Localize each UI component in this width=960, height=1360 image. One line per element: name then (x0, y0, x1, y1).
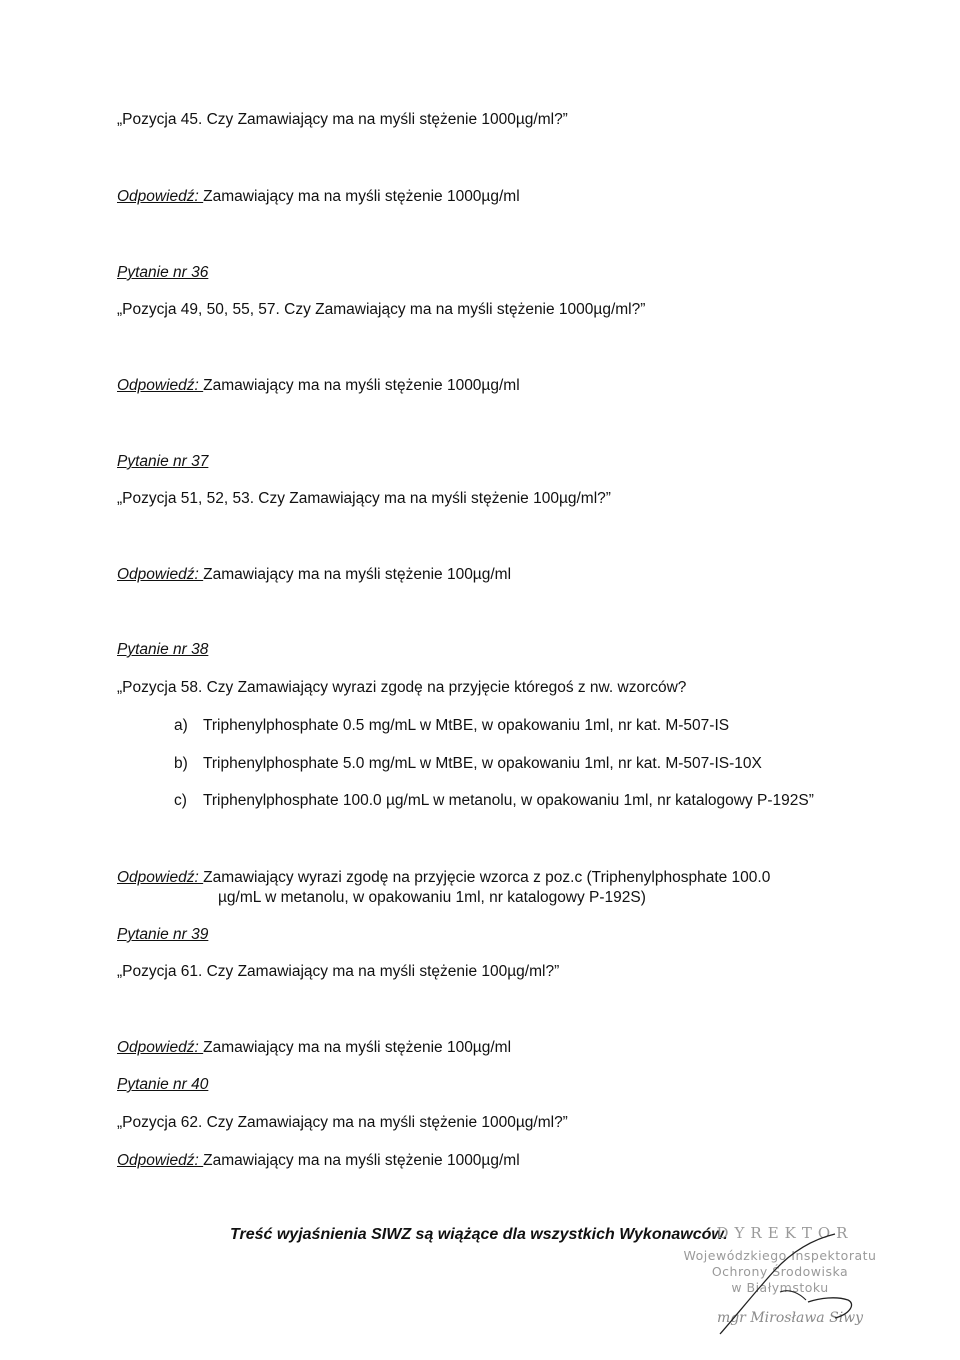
option-letter: c) (174, 792, 187, 809)
option-a (174, 716, 729, 736)
question-40-text: „Pozycja 62. Czy Zamawiający ma na myśli stężenie 1000µg/ml?” (117, 1114, 568, 1131)
option-letter: b) (174, 755, 188, 772)
question-38-label: Pytanie nr 38 (117, 641, 209, 658)
answer-label: Odpowiedź: (117, 869, 204, 886)
question-37-label: Pytanie nr 37 (117, 453, 209, 470)
answer-40 (117, 1151, 520, 1171)
question-38-text: „Pozycja 58. Czy Zamawiający wyrazi zgodę na przyjęcie któregoś z nw. wzorców? (117, 679, 687, 696)
answer-text: Zamawiający ma na myśli stężenie 100µg/ml (203, 1039, 512, 1056)
answer-label: Odpowiedź: (117, 1039, 204, 1056)
answer-text: Zamawiający ma na myśli stężenie 1000µg/ml (203, 377, 520, 394)
stamp-title: DYREKTOR (716, 1224, 854, 1242)
question-36-text: „Pozycja 49, 50, 55, 57. Czy Zamawiający ma na myśli stężenie 1000µg/ml?” (117, 301, 646, 318)
answer-label: Odpowiedź: (117, 566, 204, 583)
signature-icon (660, 1222, 900, 1342)
answer-35 (117, 187, 520, 207)
answer-38 (117, 868, 770, 888)
question-39-label: Pytanie nr 39 (117, 926, 209, 943)
footer-statement: Treść wyjaśnienia SIWZ są wiążące dla wszystkich Wykonawców. (230, 1226, 728, 1243)
answer-36 (117, 376, 520, 396)
answer-39 (117, 1038, 511, 1058)
answer-label: Odpowiedź: (117, 1152, 204, 1169)
option-text: Triphenylphosphate 5.0 mg/mL w MtBE, w opakowaniu 1ml, nr kat. M-507-IS-10X (203, 755, 762, 772)
answer-label: Odpowiedź: (117, 377, 204, 394)
stamp-line-3: w Białymstoku (731, 1280, 829, 1295)
option-c (174, 791, 814, 811)
answer-37 (117, 565, 511, 585)
stamp-line-1: Wojewódzkiego Inspektoratu (683, 1248, 877, 1263)
question-39-text: „Pozycja 61. Czy Zamawiający ma na myśli stężenie 100µg/ml?” (117, 963, 560, 980)
question-36-label: Pytanie nr 36 (117, 264, 209, 281)
answer-text: Zamawiający ma na myśli stężenie 1000µg/ml (203, 1152, 520, 1169)
question-40-label: Pytanie nr 40 (117, 1076, 209, 1093)
option-b (174, 754, 762, 774)
answer-text: Zamawiający ma na myśli stężenie 1000µg/ml (203, 188, 520, 205)
answer-text: Zamawiający wyrazi zgodę na przyjęcie wzorca z poz.c (Triphenylphosphate 100.0 (203, 869, 771, 886)
option-text: Triphenylphosphate 0.5 mg/mL w MtBE, w opakowaniu 1ml, nr kat. M-507-IS (203, 717, 730, 734)
stamp-line-2: Ochrony Środowiska (711, 1264, 849, 1279)
answer-text: Zamawiający ma na myśli stężenie 100µg/ml (203, 566, 512, 583)
option-text: Triphenylphosphate 100.0 µg/mL w metanolu, w opakowaniu 1ml, nr katalogowy P-192S” (203, 792, 814, 809)
question-37-text: „Pozycja 51, 52, 53. Czy Zamawiający ma na myśli stężenie 100µg/ml?” (117, 490, 611, 507)
answer-label: Odpowiedź: (117, 188, 204, 205)
option-letter: a) (174, 717, 188, 734)
stamp-name: mgr Mirosława Siwy (716, 1310, 864, 1326)
answer-38-continued: µg/mL w metanolu, w opakowaniu 1ml, nr katalogowy P-192S) (218, 889, 646, 906)
question-35-text: „Pozycja 45. Czy Zamawiający ma na myśli stężenie 1000µg/ml?” (117, 111, 568, 128)
official-stamp (660, 1222, 900, 1342)
